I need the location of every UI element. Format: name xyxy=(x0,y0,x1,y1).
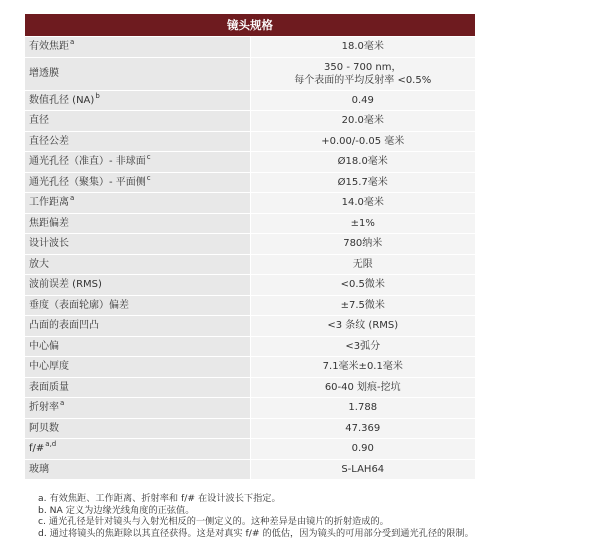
footnote-a: a. 有效焦距、工作距离、折射率和 f/# 在设计波长下指定。 xyxy=(38,493,281,504)
spec-label: 设计波长 xyxy=(25,234,250,255)
spec-value: 18.0毫米 xyxy=(250,37,475,58)
spec-value: 60-40 划痕-挖坑 xyxy=(250,377,475,398)
spec-value: 780纳米 xyxy=(250,234,475,255)
spec-value: 20.0毫米 xyxy=(250,111,475,132)
spec-label: 垂度（表面轮廓）偏差 xyxy=(25,295,250,316)
spec-value: 7.1毫米±0.1毫米 xyxy=(250,357,475,378)
footnotes xyxy=(38,493,598,539)
spec-value: ±7.5微米 xyxy=(250,295,475,316)
table-row xyxy=(25,295,475,316)
table-row xyxy=(25,357,475,378)
spec-label: 阿贝数 xyxy=(25,418,250,439)
table-row xyxy=(25,37,475,58)
spec-value: 14.0毫米 xyxy=(250,193,475,214)
lens-spec-table xyxy=(25,14,475,479)
spec-value: <3弧分 xyxy=(250,336,475,357)
spec-value: 0.49 xyxy=(250,90,475,111)
spec-label: 折射率$^a$ xyxy=(25,398,250,419)
table-row xyxy=(25,418,475,439)
spec-label: 玻璃 xyxy=(25,459,250,479)
spec-value: Ø15.7毫米 xyxy=(250,172,475,193)
spec-value: ±1% xyxy=(250,213,475,234)
table-row xyxy=(25,172,475,193)
spec-label: 放大 xyxy=(25,254,250,275)
footnote-b: b. NA 定义为边缘光线角度的正弦值。 xyxy=(38,504,195,516)
spec-rows xyxy=(25,37,475,480)
spec-label: 中心厚度 xyxy=(25,357,250,378)
table-row xyxy=(25,459,475,479)
table-row xyxy=(25,336,475,357)
spec-label: 波前误差 (RMS) xyxy=(25,275,250,296)
table-row xyxy=(25,377,475,398)
spec-value: 350 - 700 nm， 每个表面的平均反射率 <0.5% xyxy=(250,57,475,90)
spec-label: 凸面的表面凹凸 xyxy=(25,316,250,337)
spec-value: Ø18.0毫米 xyxy=(250,152,475,173)
table-row xyxy=(25,234,475,255)
spec-label: 通光孔径（聚集）- 平面侧$^c$ xyxy=(25,172,250,193)
spec-value: S-LAH64 xyxy=(250,459,475,479)
table-row xyxy=(25,111,475,132)
table-row xyxy=(25,131,475,152)
table-row xyxy=(25,316,475,337)
table-row xyxy=(25,439,475,460)
table-row xyxy=(25,152,475,173)
table-row xyxy=(25,213,475,234)
footnote-c: c. 通光孔径是针对镜头与入射光相反的一侧定义的。这种差异是由镜片的折射造成的。 xyxy=(38,516,389,527)
spec-value: 0.90 xyxy=(250,439,475,460)
table-title: 镜头规格 xyxy=(25,14,475,37)
spec-label: 中心偏 xyxy=(25,336,250,357)
spec-value: <0.5微米 xyxy=(250,275,475,296)
spec-value: <3 条纹 (RMS) xyxy=(250,316,475,337)
spec-label: 数值孔径 (NA)$^b$ xyxy=(25,90,250,111)
table-row xyxy=(25,193,475,214)
table-row xyxy=(25,398,475,419)
spec-label: 表面质量 xyxy=(25,377,250,398)
spec-label: 工作距离$^a$ xyxy=(25,193,250,214)
spec-value: 无限 xyxy=(250,254,475,275)
spec-value: +0.00/-0.05 毫米 xyxy=(250,131,475,152)
spec-label: 直径 xyxy=(25,111,250,132)
spec-value: 47.369 xyxy=(250,418,475,439)
spec-label: 增透膜 xyxy=(25,57,250,90)
table-row xyxy=(25,90,475,111)
spec-value: 1.788 xyxy=(250,398,475,419)
lens-spec-table-container xyxy=(25,14,475,479)
spec-label: 通光孔径（准直）- 非球面$^c$ xyxy=(25,152,250,173)
spec-label: 有效焦距$^a$ xyxy=(25,37,250,58)
spec-label: f/#$^{a,d}$ xyxy=(25,439,250,460)
spec-label: 焦距偏差 xyxy=(25,213,250,234)
spec-label: 直径公差 xyxy=(25,131,250,152)
table-row xyxy=(25,254,475,275)
table-row xyxy=(25,275,475,296)
footnote-d: d. 通过将镜头的焦距除以其直径获得。这是对真实 f/# 的低估，因为镜头的可用部分受到通光孔径的限制。 xyxy=(38,527,474,539)
table-row xyxy=(25,57,475,90)
